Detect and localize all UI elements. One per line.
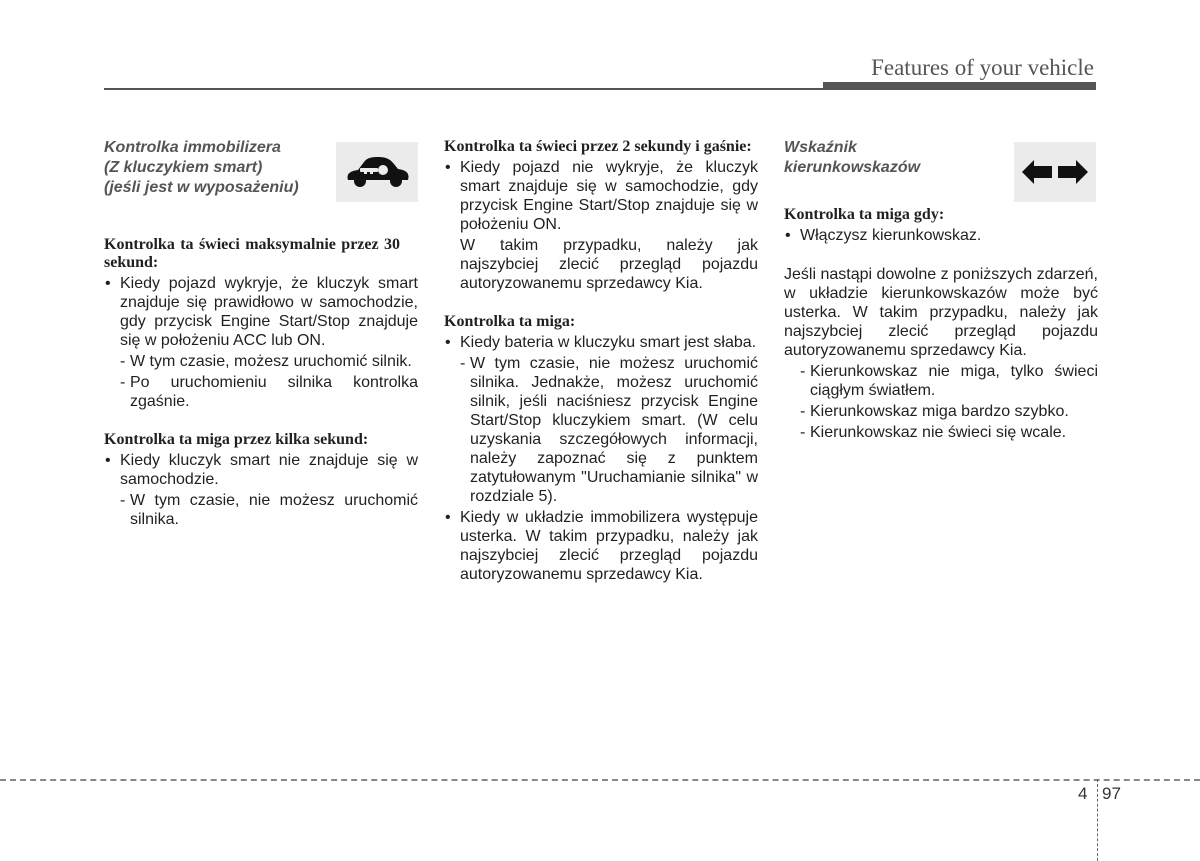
footer-divider <box>1097 779 1098 861</box>
turn-signal-arrows-icon <box>1014 142 1096 202</box>
subheading: Kontrolka ta świeci maksymalnie przez 30 sekund: <box>104 236 400 271</box>
title-line: (jeśli jest w wyposażeniu) <box>104 179 299 196</box>
note-text: W takim przypadku, należy jak najszybciej zlecić przegląd pojazdu autoryzowanemu sprzedawcy Kia. <box>460 237 758 292</box>
title-line: Wskaźnik <box>784 139 857 156</box>
title-line: Kontrolka immobilizera <box>104 139 281 156</box>
page-header-title: Features of your vehicle <box>871 55 1094 80</box>
title-line: (Z kluczykiem smart) <box>104 159 263 176</box>
column-middle <box>444 138 758 584</box>
bullet-item: • Włączysz kierunkowskaz. <box>784 226 1098 245</box>
title-line: kierunkowskazów <box>784 159 921 176</box>
dash-item: - W tym czasie, nie możesz uruchomić silnika. Jednakże, możesz uruchomić silnik, jeśli naciśniesz przycisk Engine Start/Stop kluczykiem smart. (W celu uzyskania szczegółowych informacji, należy zapoznać się z punktem zatytułowanym "Uruchamianie silnika" w rozdziale 5). <box>444 354 758 506</box>
bullet-item: • Kiedy kluczyk smart nie znajduje się w samochodzie. <box>104 451 418 489</box>
dash-item: - W tym czasie, nie możesz uruchomić silnika. <box>104 491 418 529</box>
column-immobilizer <box>104 138 418 529</box>
subheading: Kontrolka ta miga: <box>444 313 576 330</box>
header-rule-thick <box>823 82 1096 90</box>
subheading: Kontrolka ta miga gdy: <box>784 206 945 223</box>
dash-item: - Po uruchomieniu silnika kontrolka zgaśnie. <box>104 373 418 411</box>
bullet-item: • Kiedy pojazd wykryje, że kluczyk smart znajduje się prawidłowo w samochodzie, gdy przycisk Engine Start/Stop znajduje się w położeniu ACC lub ON. <box>104 274 418 350</box>
bullet-item: • Kiedy pojazd nie wykryje, że kluczyk smart znajduje się w samochodzie, gdy przycisk Engine Start/Stop znajduje się w położeniu ON. <box>444 158 758 234</box>
bullet-item: • Kiedy bateria w kluczyku smart jest słaba. <box>444 333 758 352</box>
header-rule-thin <box>104 88 824 90</box>
chapter-number: 4 <box>1078 784 1088 803</box>
dash-item: - Kierunkowskaz nie świeci się wcale. <box>784 423 1098 442</box>
dash-item: - Kierunkowskaz nie miga, tylko świeci ciągłym światłem. <box>784 362 1098 400</box>
subheading: Kontrolka ta miga przez kilka sekund: <box>104 431 369 448</box>
bullet-item: • Kiedy w układzie immobilizera występuje usterka. W takim przypadku, należy jak najszybciej zlecić przegląd pojazdu autoryzowanemu sprzedawcy Kia. <box>444 508 758 584</box>
column-turn-signal <box>784 138 1098 442</box>
footer-rule <box>0 779 1200 781</box>
car-key-icon <box>336 142 418 202</box>
dash-item: - Kierunkowskaz miga bardzo szybko. <box>784 402 1098 421</box>
paragraph: Jeśli nastąpi dowolne z poniższych zdarzeń, w układzie kierunkowskazów może być usterka. W takim przypadku, należy jak najszybciej zlecić przegląd pojazdu autoryzowanemu sprzedawcy Kia. <box>784 266 1098 359</box>
subheading: Kontrolka ta świeci przez 2 sekundy i gaśnie: <box>444 138 752 155</box>
page-number: 97 <box>1102 784 1121 803</box>
dash-item: - W tym czasie, możesz uruchomić silnik. <box>104 352 418 371</box>
